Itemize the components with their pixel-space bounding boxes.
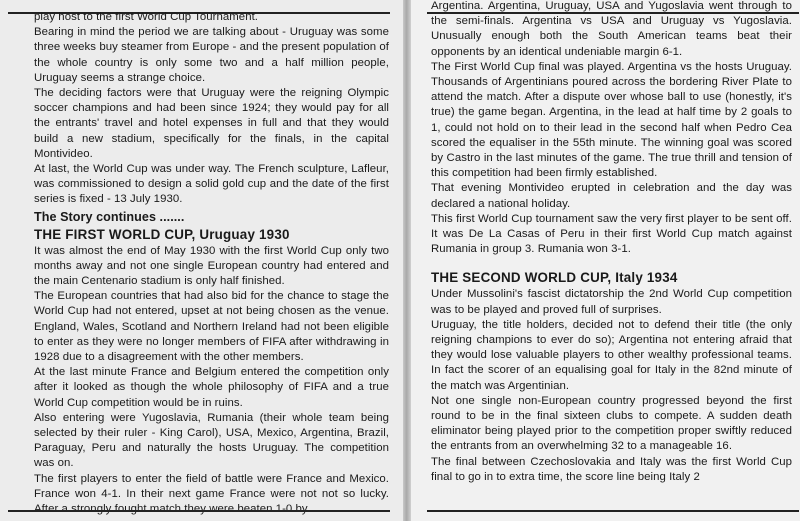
paragraph: At last, the World Cup was under way. The French sculpture, Lafleur, was commissioned to design a solid gold cup and the date of the first series is fixed - 13 July 1930. [34, 163, 389, 206]
section-gap [431, 257, 792, 269]
right-page [411, 0, 800, 521]
left-column [34, 10, 389, 517]
paragraph: The European countries that had also bid for the chance to stage the World Cup had not entered, upset at not being chosen as the venue. England, Wales, Scotland and Northern Ireland had not been eligible to enter as they were no longer members of FIFA after withdrawing in 1928 due to a disagreement with the other members. [34, 290, 389, 364]
paragraph: Under Mussolini's fascist dictatorship the 2nd World Cup competition was to be played and proved full of surprises. [431, 288, 792, 316]
paragraph: This first World Cup tournament saw the very first player to be sent off. It was De La Casas of Peru in their first World Cup match against Rumania in group 3. Rumania won 3-1. [431, 212, 792, 256]
section-heading-first-world-cup: THE FIRST WORLD CUP, Uruguay 1930 [34, 226, 290, 242]
paragraph: The deciding factors were that Uruguay were the reigning Olympic soccer champions and had been since 1924; they would pay for all the entrants' travel and hotel expenses in full and that they would build a new stadium, specifically for the finals, in the capital Montivideo. [34, 87, 389, 160]
paragraph: Bearing in mind the period we are talking about - Uruguay was some three weeks buy steamer from Europe - and the present population of the whole country is only some two and a half million people, Uruguay seems a strange choice. [34, 26, 389, 84]
paragraph: Uruguay, the title holders, decided not to defend their title (the only reigning champions to ever do so); Argentina not entering afraid that they would lose valuable players to other wealthy professional teams. In fact the scorer of an equalising goal for Italy in the 82nd minute of the match was Argentinian. [431, 318, 792, 392]
subheading: The Story continues ....... [34, 209, 185, 224]
right-column [431, 0, 792, 485]
paragraph: Argentina. Argentina, Uruguay, USA and Yugoslavia went through to the semi-finals. Argentina vs USA and Uruguay vs Yugoslavia. Unusually enough both the South American teams beat their opponents by an identical undeniable margin 6-1. [431, 0, 792, 58]
book-gutter [403, 0, 411, 521]
paragraph: Not one single non-European country progressed beyond the first round to be in the final sixteen clubs to compete. A sudden death eliminator being played prior to the competition proper swiftly reduced the entrants from an overwhelming 32 to a manageable 16. [431, 394, 792, 453]
paragraph: play host to the first World Cup Tournament. [34, 11, 259, 23]
paragraph: Also entering were Yugoslavia, Rumania (their whole team being selected by their ruler - King Carol), USA, Mexico, Argentina, Brazil, Paraguay, Peru and naturally the hosts Uruguay. The competition was on. [34, 411, 389, 470]
section-heading-second-world-cup: THE SECOND WORLD CUP, Italy 1934 [431, 270, 678, 286]
bottom-rule [427, 510, 799, 512]
paragraph: The final between Czechoslovakia and Italy was the first World Cup final to go in to extra time, the score line being Italy 2 [431, 455, 792, 483]
paragraph: The First World Cup final was played. Argentina vs the hosts Uruguay. Thousands of Argentinians poured across the bordering River Plate to attend the match. After a dispute over whose ball to use (honestly, it's true) the game began. Argentina, in the lead at half time by 2 goals to 1, could not hold on to their lead in the second half when Pedro Cea scored the equaliser in the 55th minute. The winning goal was scored by Castro in the last minutes of the game. The true thrill and tension of this competition had been firmly established. [431, 60, 792, 180]
paragraph: At the last minute France and Belgium entered the competition only after it looked as though the whole philosophy of FIFA and a true World Cup competition would be in ruins. [34, 366, 389, 409]
paragraph: That evening Montivideo erupted in celebration and the day was declared a national holiday. [431, 182, 792, 210]
paragraph: It was almost the end of May 1930 with the first World Cup only two months away and not one single European country had entered and the main Centenario stadium is only half finished. [34, 244, 389, 288]
bottom-rule [8, 510, 390, 512]
paragraph: The first players to enter the field of battle were France and Mexico. France won 4-1. In their next game France were not not so lucky. [34, 472, 389, 500]
